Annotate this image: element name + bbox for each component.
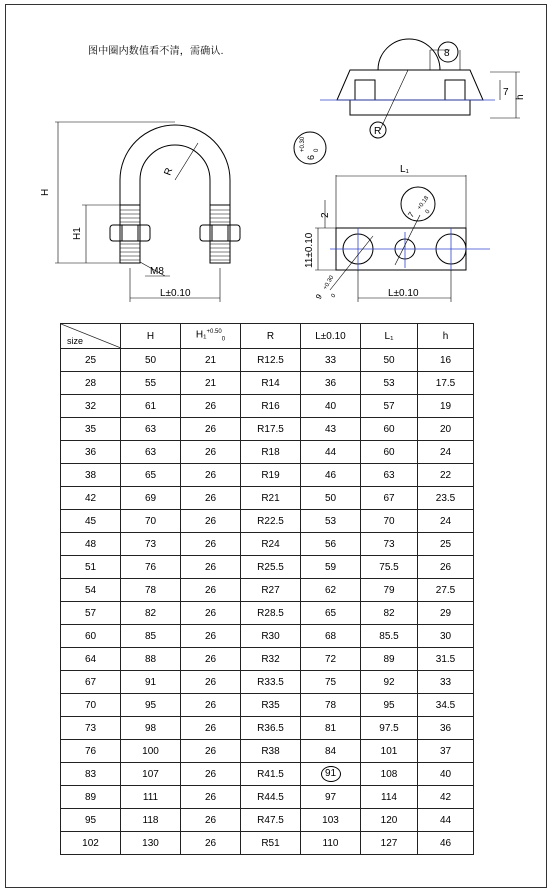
cell-H: 63 [121,441,181,464]
cell-h: 25 [418,533,474,556]
cell-size: 48 [61,533,121,556]
cell-H1: 26 [181,740,241,763]
cell-size: 28 [61,372,121,395]
label-dim-11: 11±0.10 [304,232,315,268]
cell-R: R44.5 [241,786,301,809]
cell-L: 72 [301,648,361,671]
cell-L: 50 [301,487,361,510]
cell-L1: 127 [361,832,418,855]
cell-H: 73 [121,533,181,556]
cell-size: 73 [61,717,121,740]
table-row [61,671,474,694]
cell-size: 70 [61,694,121,717]
cell-size: 57 [61,602,121,625]
ubolt-outer-arc [120,125,230,205]
cell-H1: 26 [181,579,241,602]
cell-h: 20 [418,418,474,441]
cell-L1: 97.5 [361,717,418,740]
cell-H1: 26 [181,786,241,809]
header-H1: H₁$^{+0.50}_0$ [181,324,241,349]
cell-H1: 26 [181,464,241,487]
cell-h: 23.5 [418,487,474,510]
label-dia7-tol-lower: 0 [424,208,432,216]
cell-h: 16 [418,349,474,372]
header-L: L±0.10 [301,324,361,349]
cell-size: 60 [61,625,121,648]
cell-H1: 21 [181,372,241,395]
table-row [61,349,474,372]
cell-L [301,763,361,786]
drawing-note: 图中圈内数值看不清，需确认. [88,46,224,57]
table-row [61,832,474,855]
circle-dia7 [401,187,435,221]
cell-L: 36 [301,372,361,395]
cell-L: 53 [301,510,361,533]
cell-h: 29 [418,602,474,625]
cell-size: 89 [61,786,121,809]
cell-h: 44 [418,809,474,832]
cell-size: 64 [61,648,121,671]
cell-R: R17.5 [241,418,301,441]
label-dia7-tol-upper: +0.18 [416,195,431,212]
header-R: R [241,324,301,349]
cell-size: 95 [61,809,121,832]
cell-L1: 60 [361,418,418,441]
cell-H1: 21 [181,349,241,372]
spec-table [60,323,474,855]
cell-H1: 26 [181,694,241,717]
cell-H1: 26 [181,763,241,786]
table-row [61,372,474,395]
cell-L1: 73 [361,533,418,556]
cell-L: 56 [301,533,361,556]
cell-R: R24 [241,533,301,556]
cell-H: 70 [121,510,181,533]
cell-h: 33 [418,671,474,694]
cell-L1: 53 [361,372,418,395]
label-dim-2: 2 [320,212,331,218]
plate-side-view [337,70,483,100]
table-body [61,349,474,855]
table-row [61,763,474,786]
cell-H1: 26 [181,832,241,855]
cell-H: 91 [121,671,181,694]
cell-L1: 57 [361,395,418,418]
cell-L: 78 [301,694,361,717]
cell-h: 31.5 [418,648,474,671]
cell-size: 25 [61,349,121,372]
cell-H1: 26 [181,625,241,648]
table-row [61,717,474,740]
label-M8: M8 [150,266,164,277]
cell-R: R51 [241,832,301,855]
cell-L1: 63 [361,464,418,487]
cell-H1: 26 [181,533,241,556]
table-row [61,602,474,625]
cell-R: R36.5 [241,717,301,740]
label-L1: L₁ [400,164,409,175]
cell-H: 88 [121,648,181,671]
table-header-row [61,324,474,349]
cell-L: 62 [301,579,361,602]
cell-L1: 85.5 [361,625,418,648]
right-nut [200,225,240,241]
cell-H: 82 [121,602,181,625]
cell-L1: 101 [361,740,418,763]
table-row [61,441,474,464]
cell-L1: 67 [361,487,418,510]
table-row [61,694,474,717]
label-dia6: 6 [306,154,316,160]
cell-L: 59 [301,556,361,579]
cell-R: R21 [241,487,301,510]
cell-R: R47.5 [241,809,301,832]
table-row [61,510,474,533]
cell-size: 102 [61,832,121,855]
label-dia9-tol-upper: +0.30 [322,274,336,291]
cell-size: 76 [61,740,121,763]
cell-h: 46 [418,832,474,855]
cell-size: 51 [61,556,121,579]
cell-L: 84 [301,740,361,763]
label-dia7: 7 [406,210,417,220]
cell-L1: 95 [361,694,418,717]
header-L1: L₁ [361,324,418,349]
label-top-R: R [374,126,382,137]
label-dia6-tol-upper: +0.30 [300,136,306,152]
cell-H1: 26 [181,648,241,671]
cell-h: 27.5 [418,579,474,602]
cell-h: 37 [418,740,474,763]
label-L: L±0.10 [160,288,191,299]
left-nut [110,225,150,241]
cell-size: 54 [61,579,121,602]
cell-R: R35 [241,694,301,717]
cell-R: R38 [241,740,301,763]
cell-H: 76 [121,556,181,579]
table-row [61,648,474,671]
cell-L: 81 [301,717,361,740]
cell-L1: 89 [361,648,418,671]
cell-H1: 26 [181,441,241,464]
cell-L1: 60 [361,441,418,464]
cell-H: 111 [121,786,181,809]
cell-L1: 82 [361,602,418,625]
cell-h: 34.5 [418,694,474,717]
label-top-7: 7 [503,87,509,98]
cell-H1: 26 [181,487,241,510]
cell-size: 38 [61,464,121,487]
cell-H1: 26 [181,395,241,418]
label-H1: H1 [72,227,83,240]
header-size: size [61,324,121,349]
cell-L1: 75.5 [361,556,418,579]
ubolt-inner-arc [140,145,210,205]
cell-size: 83 [61,763,121,786]
cell-L1: 92 [361,671,418,694]
table-row [61,418,474,441]
cell-L: 65 [301,602,361,625]
cell-h: 19 [418,395,474,418]
table-row [61,625,474,648]
cell-size: 45 [61,510,121,533]
cell-R: R32 [241,648,301,671]
cell-size: 36 [61,441,121,464]
cell-L: 46 [301,464,361,487]
table-row [61,395,474,418]
table-row [61,556,474,579]
table-row [61,740,474,763]
cell-L1: 50 [361,349,418,372]
cell-R: R28.5 [241,602,301,625]
cell-L1: 114 [361,786,418,809]
cell-H1: 26 [181,602,241,625]
label-dia9-tol-lower: 0 [330,293,338,299]
cell-H: 95 [121,694,181,717]
circled-value: 91 [321,766,341,782]
table-row [61,533,474,556]
cell-H1: 26 [181,809,241,832]
cell-L: 43 [301,418,361,441]
cell-L1: 70 [361,510,418,533]
label-R: R [162,166,176,178]
cell-H: 98 [121,717,181,740]
cell-L: 103 [301,809,361,832]
cell-h: 24 [418,441,474,464]
cell-H: 78 [121,579,181,602]
cell-L: 68 [301,625,361,648]
cell-h: 36 [418,717,474,740]
cell-H1: 26 [181,556,241,579]
cell-L: 75 [301,671,361,694]
cell-R: R27 [241,579,301,602]
cell-h: 17.5 [418,372,474,395]
table-row [61,809,474,832]
header-H: H [121,324,181,349]
table-row [61,786,474,809]
cell-H: 65 [121,464,181,487]
cell-h: 42 [418,786,474,809]
cell-L: 33 [301,349,361,372]
cell-L1: 108 [361,763,418,786]
label-top-h: h [515,94,526,100]
cell-L1: 79 [361,579,418,602]
cell-H1: 26 [181,671,241,694]
cell-R: R22.5 [241,510,301,533]
label-top-8: 8 [444,48,450,59]
cell-H1: 26 [181,510,241,533]
cell-R: R19 [241,464,301,487]
label-dia9: 9 [313,292,324,301]
cell-H: 55 [121,372,181,395]
label-H: H [40,188,51,196]
cell-H: 85 [121,625,181,648]
cell-R: R18 [241,441,301,464]
cell-h: 26 [418,556,474,579]
cell-H: 61 [121,395,181,418]
cell-H: 130 [121,832,181,855]
table-row [61,487,474,510]
cell-H: 100 [121,740,181,763]
cell-H1: 26 [181,717,241,740]
technical-drawing [0,0,553,320]
cell-H: 69 [121,487,181,510]
cell-h: 24 [418,510,474,533]
cell-size: 67 [61,671,121,694]
cell-R: R41.5 [241,763,301,786]
cell-L: 110 [301,832,361,855]
cell-H: 118 [121,809,181,832]
table-row [61,464,474,487]
cell-size: 42 [61,487,121,510]
cell-R: R16 [241,395,301,418]
cell-size: 35 [61,418,121,441]
cell-R: R25.5 [241,556,301,579]
table-row [61,579,474,602]
cell-h: 30 [418,625,474,648]
cell-L: 97 [301,786,361,809]
cell-L: 44 [301,441,361,464]
cell-L: 40 [301,395,361,418]
cell-H: 50 [121,349,181,372]
cell-H: 63 [121,418,181,441]
label-dia6-tol-lower: 0 [314,148,320,152]
cell-L1: 120 [361,809,418,832]
cell-R: R14 [241,372,301,395]
cell-H1: 26 [181,418,241,441]
header-h: h [418,324,474,349]
cell-R: R12.5 [241,349,301,372]
cell-size: 32 [61,395,121,418]
cell-H: 107 [121,763,181,786]
label-L-bottom: L±0.10 [388,288,419,299]
cell-R: R30 [241,625,301,648]
cell-h: 40 [418,763,474,786]
cell-h: 22 [418,464,474,487]
cell-R: R33.5 [241,671,301,694]
